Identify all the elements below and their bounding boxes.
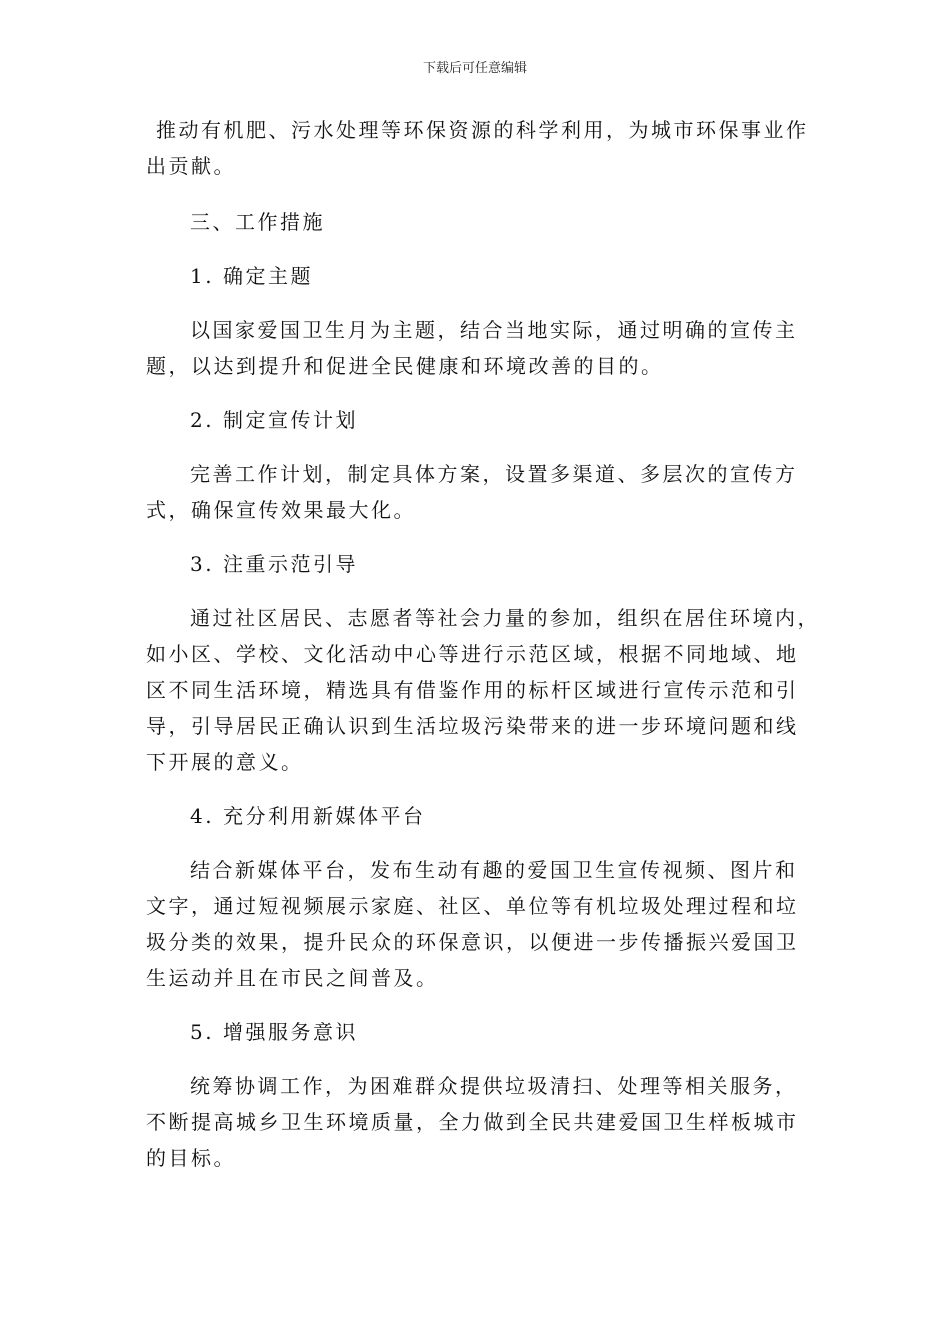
text-line: 统筹协调工作，为困难群众提供垃圾清扫、处理等相关服务， <box>190 1074 798 1098</box>
item-3-title: 3. 注重示范引导 <box>190 552 358 576</box>
item-1-body <box>146 312 806 384</box>
text-line: 下开展的意义。 <box>146 750 304 774</box>
text-line: 结合新媒体平台，发布生动有趣的爱国卫生宣传视频、图片和 <box>190 858 798 882</box>
text-line: 如小区、学校、文化活动中心等进行示范区域，根据不同地域、地 <box>146 642 799 666</box>
text-line: 圾分类的效果，提升民众的环保意识，以便进一步传播振兴爱国卫 <box>146 930 799 954</box>
text-line: 文字，通过短视频展示家庭、社区、单位等有机垃圾处理过程和垃 <box>146 894 799 918</box>
item-4-title: 4. 充分利用新媒体平台 <box>190 804 426 828</box>
text-line: 通过社区居民、志愿者等社会力量的参加，组织在居住环境内， <box>190 606 820 630</box>
item-1-title: 1. 确定主题 <box>190 264 313 288</box>
text-line: 的目标。 <box>146 1146 236 1170</box>
item-3-body <box>146 600 820 780</box>
text-line: 完善工作计划，制定具体方案，设置多渠道、多层次的宣传方 <box>190 462 798 486</box>
item-5-title: 5. 增强服务意识 <box>190 1020 358 1044</box>
text-line: 导，引导居民正确认识到生活垃圾污染带来的进一步环境问题和线 <box>146 714 799 738</box>
text-line: 区不同生活环境，精选具有借鉴作用的标杆区域进行宣传示范和引 <box>146 678 799 702</box>
item-2-body <box>146 456 806 528</box>
section-heading: 三、工作措施 <box>190 210 325 234</box>
text-line: 不断提高城乡卫生环境质量，全力做到全民共建爱国卫生样板城市 <box>146 1110 799 1134</box>
text-line: 以国家爱国卫生月为主题，结合当地实际，通过明确的宣传主 <box>190 318 798 342</box>
text-line: 式，确保宣传效果最大化。 <box>146 498 416 522</box>
document-body <box>146 112 820 1176</box>
item-4-body <box>146 852 806 996</box>
item-5-body <box>146 1068 806 1176</box>
header-note: 下载后可任意编辑 <box>422 61 527 76</box>
text-line: 推动有机肥、污水处理等环保资源的科学利用，为城市环保事业作 <box>156 118 809 142</box>
intro-paragraph <box>146 112 809 184</box>
text-line: 题，以达到提升和促进全民健康和环境改善的目的。 <box>146 354 664 378</box>
text-line: 生运动并且在市民之间普及。 <box>146 966 439 990</box>
text-line: 出贡献。 <box>146 154 236 178</box>
item-2-title: 2. 制定宣传计划 <box>190 408 358 432</box>
